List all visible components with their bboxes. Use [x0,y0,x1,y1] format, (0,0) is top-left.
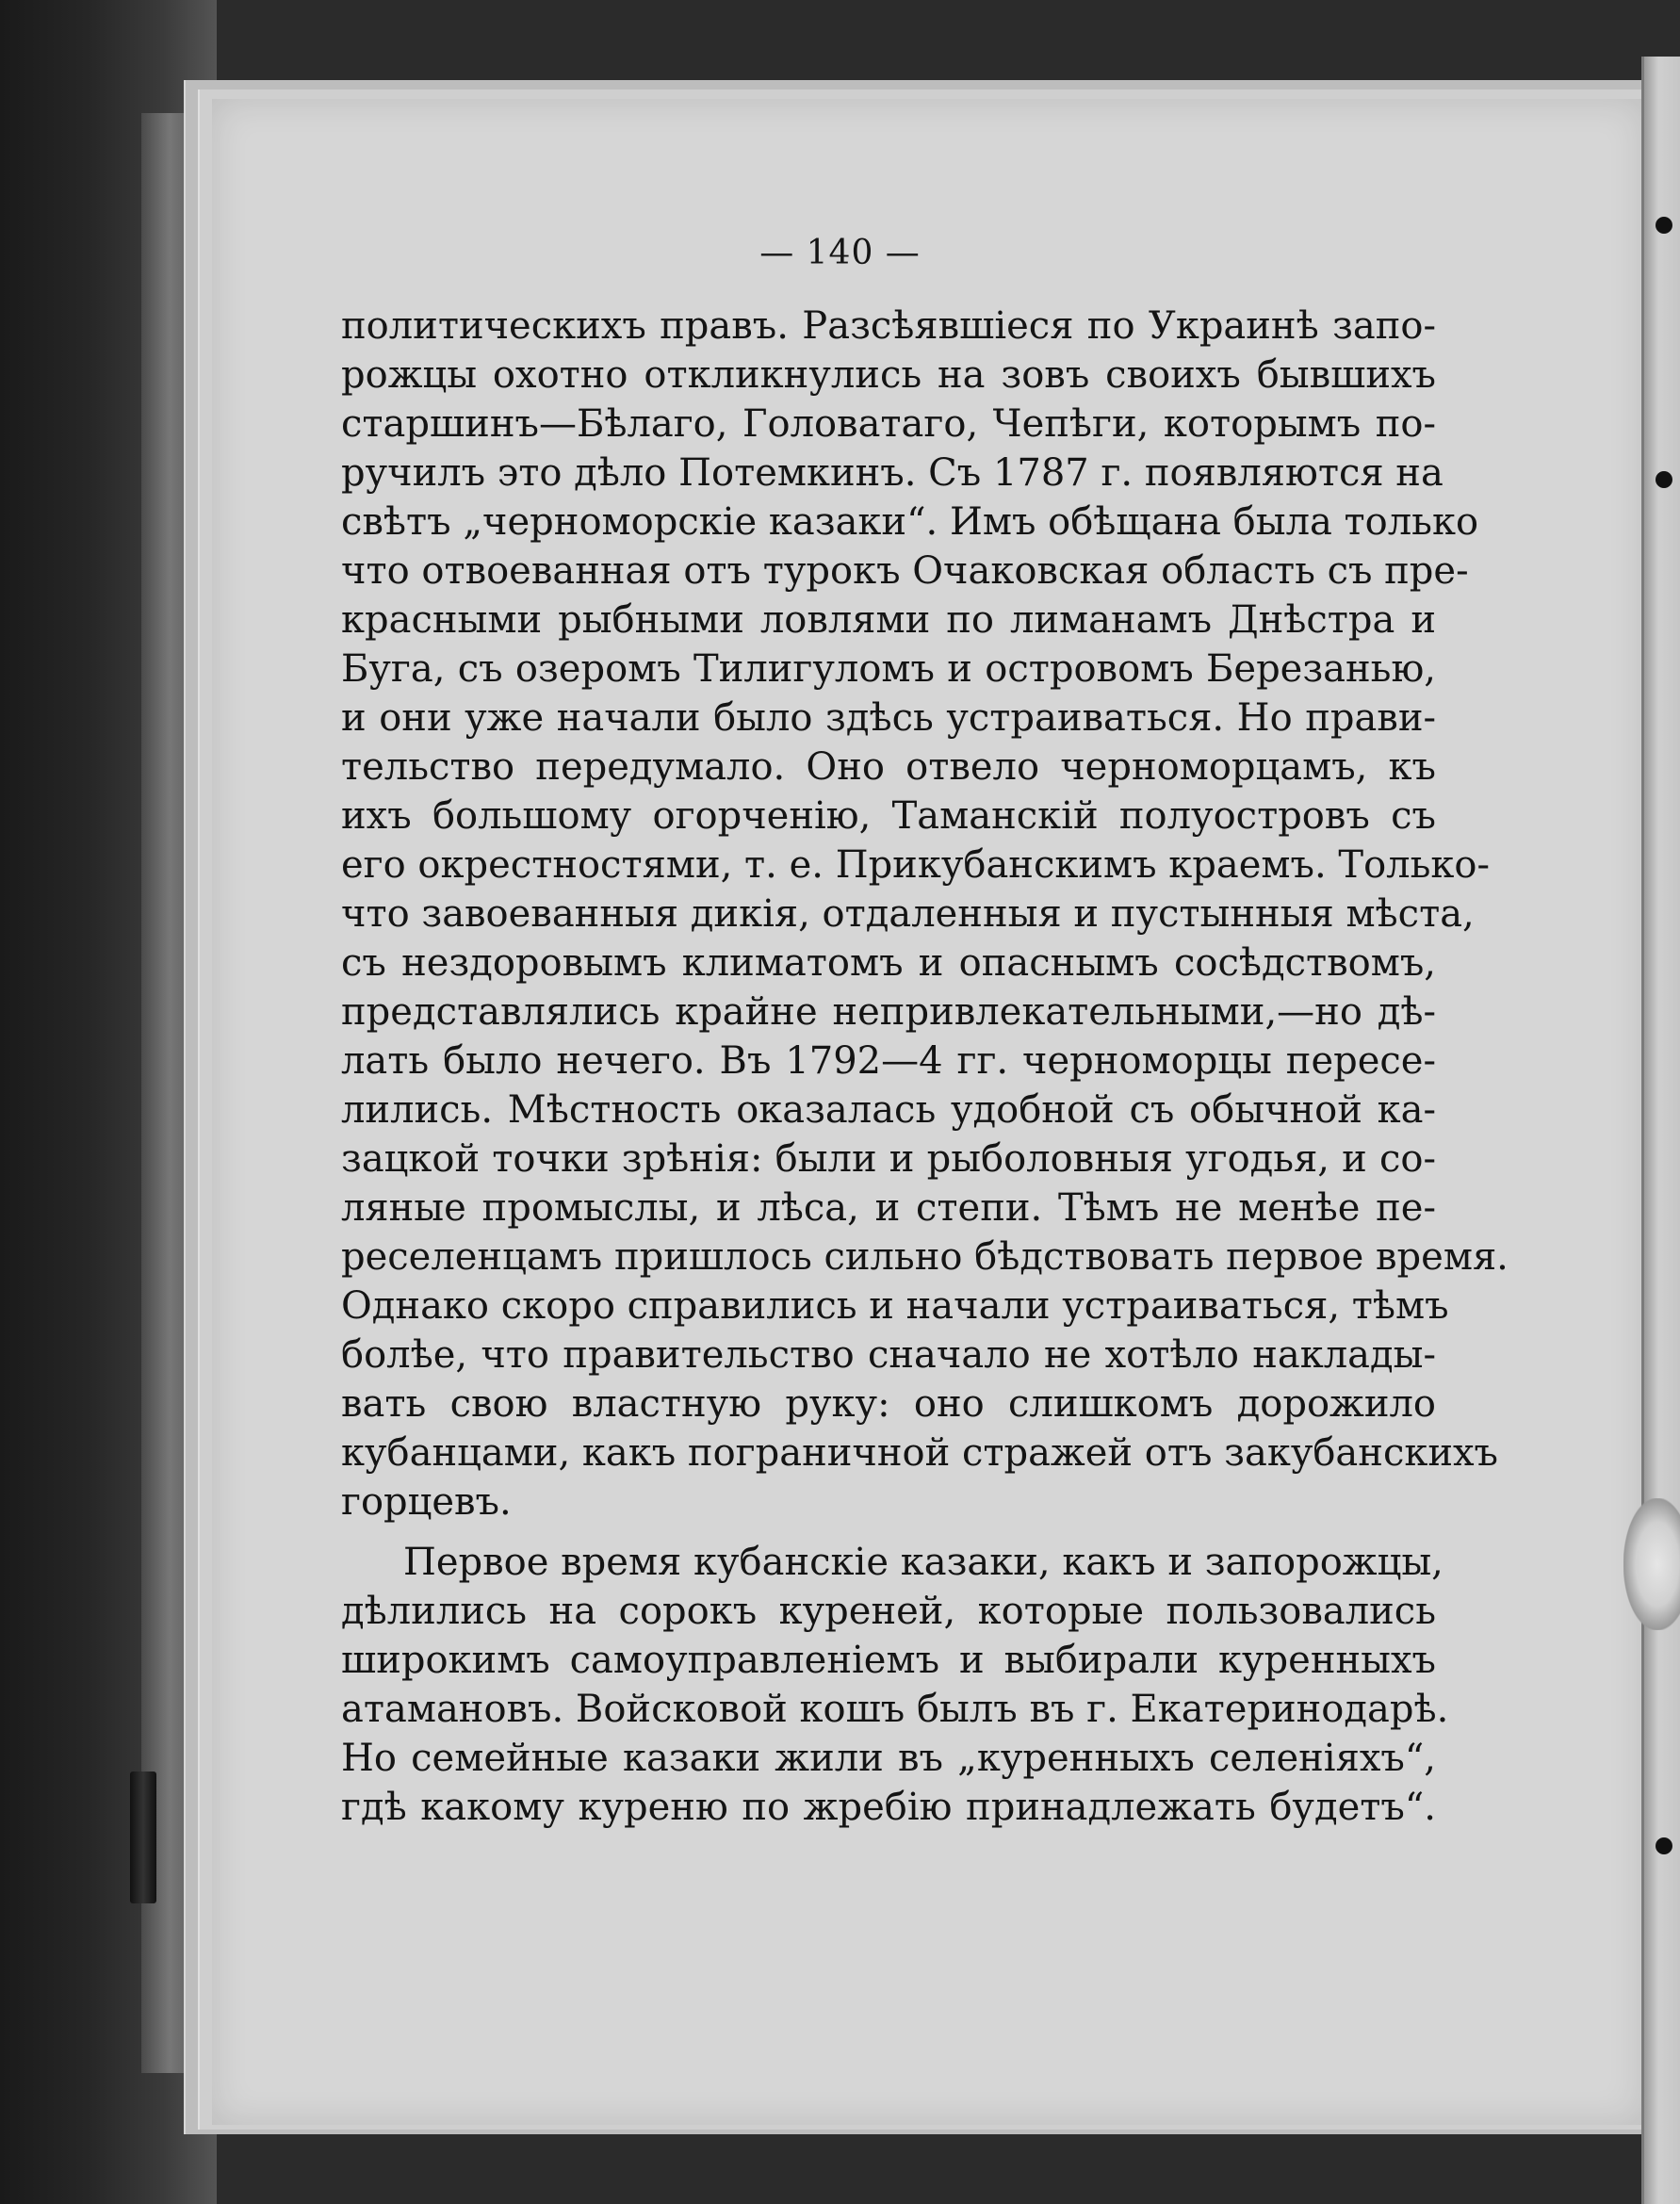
page-number: — 140 — [759,234,921,272]
text-line: ихъ большому огорченію, Таманскій полуостровъ съ [341,794,1436,838]
text-line: красными рыбными ловлями по лиманамъ Днѣстра и [341,598,1436,642]
torn-paper-patch [1623,1498,1680,1630]
text-line: реселенцамъ пришлось сильно бѣдствовать первое время. [341,1235,1509,1279]
next-page-edge [1641,57,1680,2204]
text-line: рожцы охотно откликнулись на зовъ своихъ бывшихъ [341,353,1436,397]
text-line: его окрестностями, т. е. Прикубанскимъ краемъ. Только- [341,843,1490,887]
text-line: свѣтъ „черноморскіе казаки“. Имъ обѣщана была только [341,500,1479,544]
text-line: горцевъ. [341,1480,512,1524]
text-line: широкимъ самоуправленіемъ и выбирали куренныхъ [341,1639,1436,1682]
text-line: Первое время кубанскіе казаки, какъ и запорожцы, [403,1541,1443,1584]
paragraph-2 [341,1538,1449,1832]
text-line: болѣе, что правительство сначало не хотѣло наклады- [341,1333,1436,1377]
text-line: тельство передумало. Оно отвело черноморцамъ, къ [341,745,1436,789]
text-line: что отвоеванная отъ турокъ Очаковская область съ пре- [341,549,1469,593]
page-text [341,302,1509,1832]
text-line: ляные промыслы, и лѣса, и степи. Тѣмъ не менѣе пе- [341,1186,1436,1230]
binding-hole [1656,1837,1672,1854]
binding-hole [1656,217,1672,234]
text-line: съ нездоровымъ климатомъ и опаснымъ сосѣдствомъ, [341,941,1436,985]
text-line: Однако скоро справились и начали устраиваться, тѣмъ [341,1284,1449,1328]
paragraph-1 [341,302,1509,1526]
text-line: и они уже начали было здѣсь устраиваться. Но прави- [341,696,1436,740]
text-line: ручилъ это дѣло Потемкинъ. Съ 1787 г. появляются на [341,451,1443,495]
text-line: Буга, съ озеромъ Тилигуломъ и островомъ Березанью, [341,647,1436,691]
text-line: политическихъ правъ. Разсѣявшіеся по Украинѣ запо- [341,304,1436,348]
text-line: гдѣ какому куреню по жребію принадлежать будетъ“. [341,1786,1436,1829]
binding-hole [1656,471,1672,488]
text-line: лились. Мѣстность оказалась удобной съ обычной ка- [341,1088,1436,1132]
text-line: старшинъ—Бѣлаго, Головатаго, Чепѣги, которымъ по- [341,402,1436,446]
text-line: Но семейные казаки жили въ „куренныхъ селеніяхъ“, [341,1737,1436,1780]
text-line: представлялись крайне непривлекательными,—но дѣ- [341,990,1436,1034]
text-line: лать было нечего. Въ 1792—4 гг. черноморцы пересе- [341,1039,1436,1083]
text-line: дѣлились на сорокъ куреней, которые пользовались [341,1590,1436,1633]
text-line: вать свою властную руку: оно слишкомъ дорожило [341,1382,1436,1426]
text-line: что завоеванныя дикія, отдаленныя и пустынныя мѣста, [341,892,1475,936]
text-line: зацкой точки зрѣнія: были и рыболовныя угодья, и со- [341,1137,1436,1181]
text-line: кубанцами, какъ пограничной стражей отъ закубанскихъ [341,1431,1499,1475]
text-line: атамановъ. Войсковой кошъ былъ въ г. Екатеринодарѣ. [341,1688,1449,1731]
paragraph-gap [341,1526,1436,1538]
binding-clip [130,1771,156,1903]
